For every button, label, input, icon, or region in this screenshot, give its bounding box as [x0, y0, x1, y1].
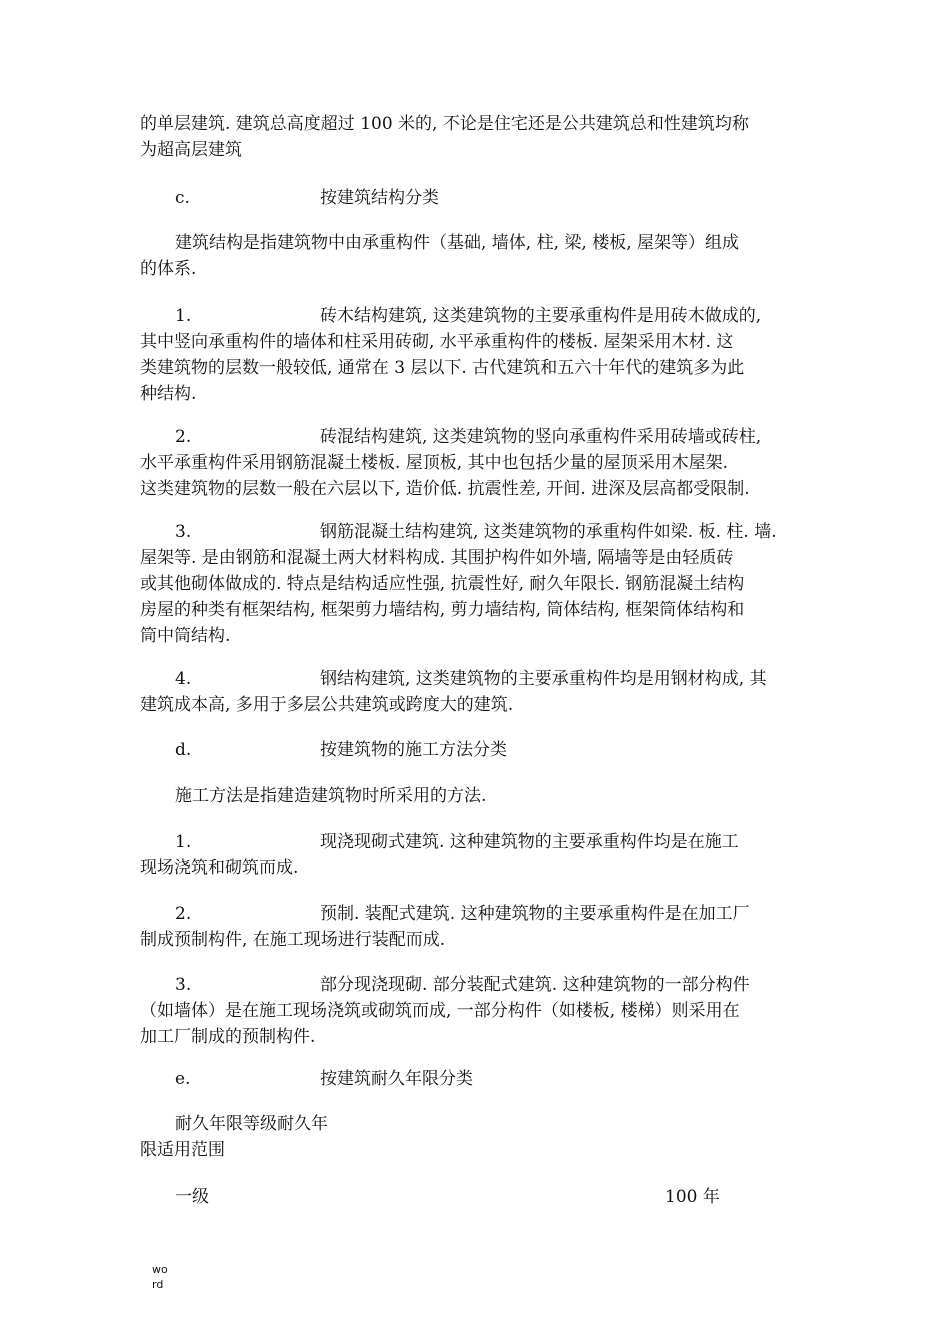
c-item-3-first-line: 钢筋混凝土结构建筑, 这类建筑物的承重构件如梁. 板. 柱. 墙.	[320, 522, 777, 542]
c-item-2-number: 2.	[175, 427, 192, 447]
c-item-1-first-line: 砖木结构建筑, 这类建筑物的主要承重构件是用砖木做成的,	[320, 306, 762, 326]
durability-grade-cell: 一级	[175, 1187, 209, 1207]
d-item-2-first-line: 预制. 装配式建筑. 这种建筑物的主要承重构件是在加工厂	[320, 904, 750, 924]
section-d-intro: 施工方法是指建造建筑物时所采用的方法.	[175, 786, 487, 806]
paragraph-intro: 的单层建筑. 建筑总高度超过 100 米的, 不论是住宅还是公共建筑总和性建筑均称 为超高层建筑	[140, 114, 749, 160]
section-e-marker: e.	[175, 1069, 191, 1089]
c-item-1-number: 1.	[175, 306, 192, 326]
section-c-marker: c.	[175, 188, 190, 208]
c-item-1-text: 其中竖向承重构件的墙体和柱采用砖砌, 水平承重构件的楼板. 屋架采用木材. 这 类建筑物的层数一般较低, 通常在 3 层以下. 古代建筑和五六十年代的建筑多为此 种结构.	[140, 332, 745, 404]
d-item-2-text: 制成预制构件, 在施工现场进行装配而成.	[140, 930, 446, 950]
d-item-2-number: 2.	[175, 904, 192, 924]
c-item-2-first-line: 砖混结构建筑, 这类建筑物的竖向承重构件采用砖墙或砖柱,	[320, 427, 762, 447]
durability-years-cell: 100 年	[665, 1187, 720, 1207]
section-d-marker: d.	[175, 740, 192, 760]
d-item-3-text: （如墙体）是在施工现场浇筑或砌筑而成, 一部分构件（如楼板, 楼梯）则采用在 加工厂制成的预制构件.	[140, 1001, 740, 1047]
d-item-1-first-line: 现浇现砌式建筑. 这种建筑物的主要承重构件均是在施工	[320, 832, 739, 852]
c-item-4-text: 建筑成本高, 多用于多层公共建筑或跨度大的建筑.	[140, 695, 514, 715]
c-item-4-first-line: 钢结构建筑, 这类建筑物的主要承重构件均是用钢材构成, 其	[320, 669, 767, 689]
c-item-4-number: 4.	[175, 669, 192, 689]
d-item-1-number: 1.	[175, 832, 192, 852]
durability-table-header: 耐久年限等级耐久年 限适用范围	[140, 1114, 328, 1160]
d-item-1-text: 现场浇筑和砌筑而成.	[140, 858, 299, 878]
d-item-3-number: 3.	[175, 975, 192, 995]
d-item-3-first-line: 部分现浇现砌. 部分装配式建筑. 这种建筑物的一部分构件	[320, 975, 750, 995]
section-c-heading: 按建筑结构分类	[320, 188, 439, 208]
section-e-heading: 按建筑耐久年限分类	[320, 1069, 473, 1089]
section-c-intro: 建筑结构是指建筑物中由承重构件（基础, 墙体, 柱, 梁, 楼板, 屋架等）组成 的体系.	[140, 233, 740, 279]
page-footer-label: wo rd	[152, 1263, 168, 1291]
section-d-heading: 按建筑物的施工方法分类	[320, 740, 507, 760]
c-item-3-number: 3.	[175, 522, 192, 542]
c-item-3-text: 屋架等. 是由钢筋和混凝土两大材料构成. 其围护构件如外墙, 隔墙等是由轻质砖 或其他砌体做成的. 特点是结构适应性强, 抗震性好, 耐久年限长. 钢筋混凝土结构 房屋的种类有框架结构, 框架剪力墙结构, 剪力墙结构, 筒体结构, 框架筒体结构和 筒中筒结构.	[140, 548, 745, 646]
c-item-2-text: 水平承重构件采用钢筋混凝土楼板. 屋顶板, 其中也包括少量的屋顶采用木屋架. 这类建筑物的层数一般在六层以下, 造价低. 抗震性差, 开间. 进深及层高都受限制.	[140, 453, 750, 499]
